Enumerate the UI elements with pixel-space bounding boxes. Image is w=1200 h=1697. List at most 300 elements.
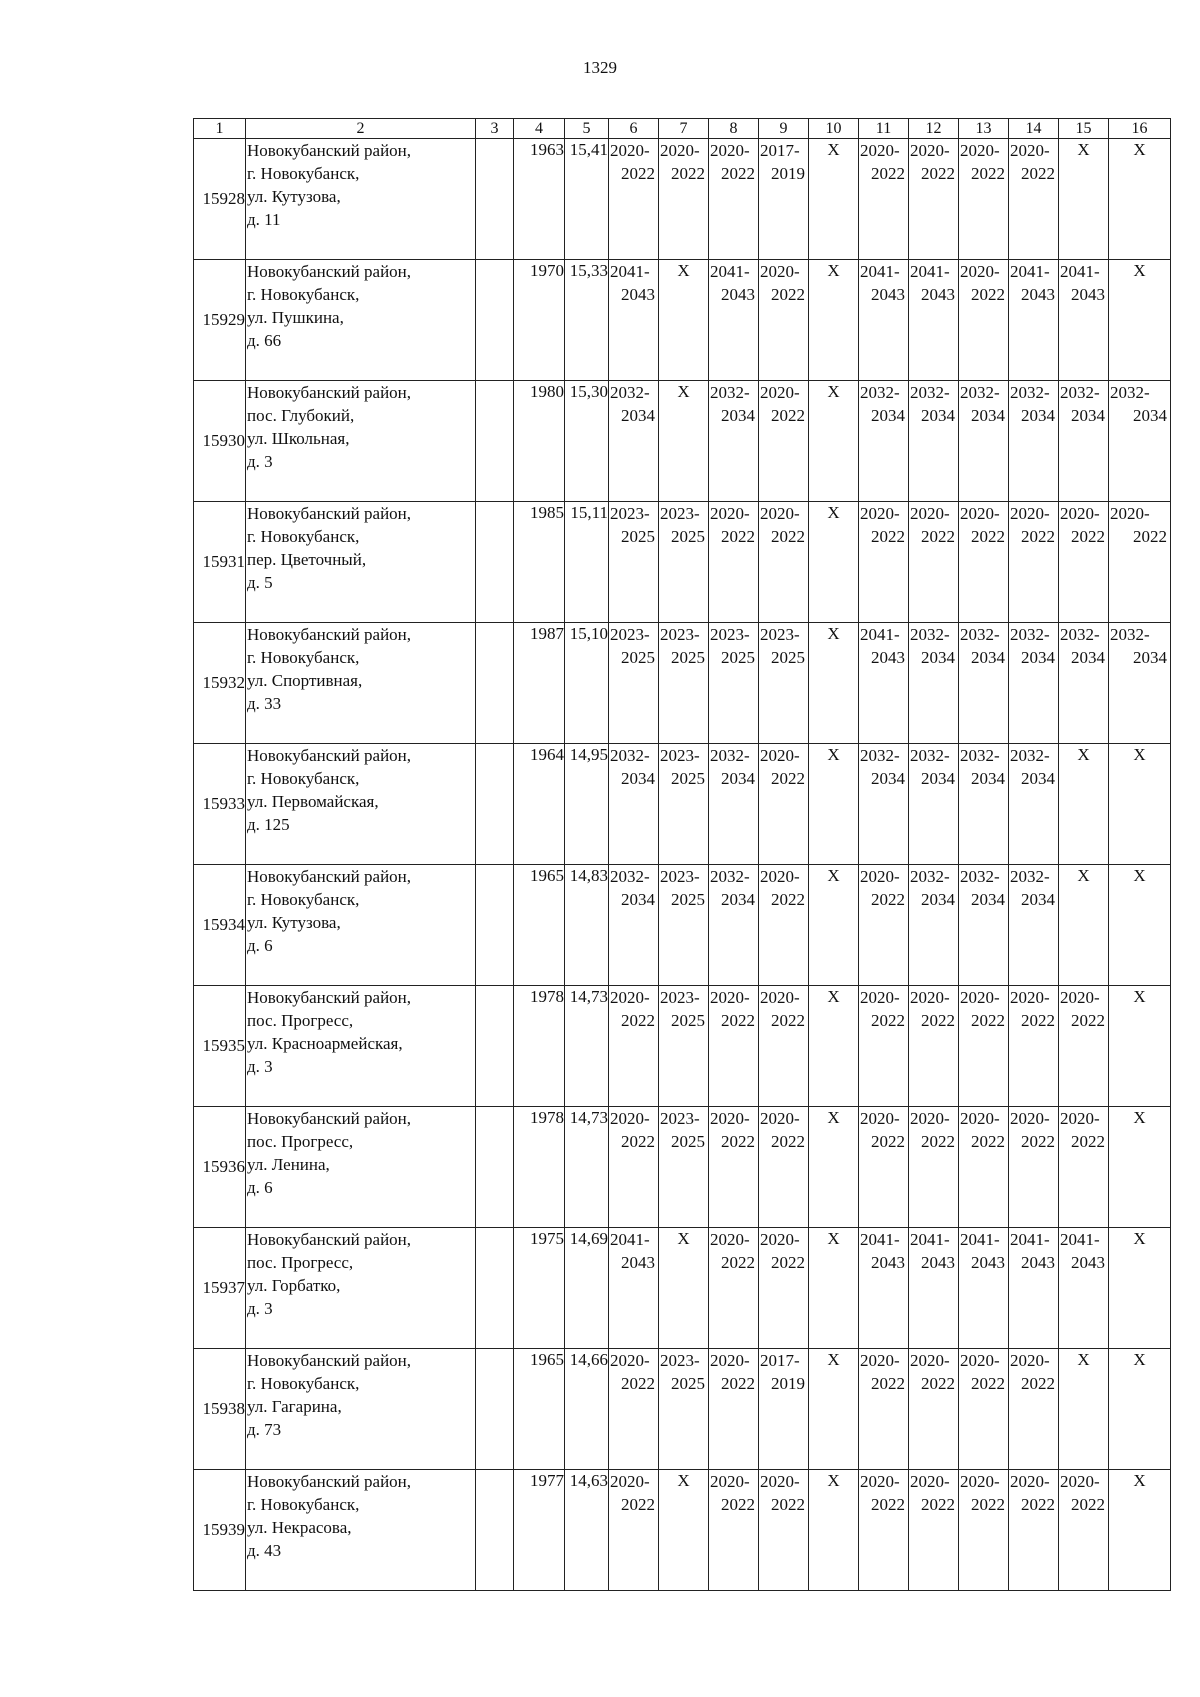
period-start: 2041- — [1060, 262, 1100, 281]
address-line: ул. Школьная, — [247, 429, 350, 448]
period-cell — [709, 865, 759, 986]
period-cell — [859, 1228, 909, 1349]
period-cell — [709, 1349, 759, 1470]
address-line: г. Новокубанск, — [247, 648, 360, 667]
address-line: ул. Красноармейская, — [247, 1034, 403, 1053]
period-start: 2020- — [910, 1351, 950, 1370]
period-start: 2023- — [760, 625, 800, 644]
period-end: 2022 — [971, 285, 1005, 304]
period-end: 2022 — [721, 1132, 755, 1151]
area-cell: 15,10 — [565, 623, 609, 744]
period-cell — [759, 139, 809, 260]
period-cell — [959, 139, 1009, 260]
not-applicable-cell: X — [1059, 865, 1109, 986]
period-cell — [659, 1107, 709, 1228]
period-cell — [909, 381, 959, 502]
period-end: 2034 — [1133, 406, 1167, 425]
column-header: 2 — [246, 119, 476, 139]
period-cell — [659, 744, 709, 865]
period-end: 2043 — [971, 1253, 1005, 1272]
period-cell — [709, 1228, 759, 1349]
period-start: 2017- — [760, 141, 800, 160]
period-end: 2025 — [721, 648, 755, 667]
address-line: г. Новокубанск, — [247, 1495, 360, 1514]
not-applicable-cell: X — [1059, 1349, 1109, 1470]
not-applicable-cell: X — [659, 1228, 709, 1349]
period-start: 2023- — [710, 625, 750, 644]
period-end: 2022 — [921, 527, 955, 546]
not-applicable-cell: X — [809, 1107, 859, 1228]
period-end: 2034 — [921, 769, 955, 788]
period-cell — [909, 744, 959, 865]
address-line: д. 125 — [247, 815, 290, 834]
address-line: д. 3 — [247, 452, 273, 471]
period-start: 2020- — [660, 141, 700, 160]
not-applicable-cell: X — [1109, 139, 1171, 260]
period-start: 2020- — [760, 1472, 800, 1491]
period-start: 2041- — [710, 262, 750, 281]
table-row — [194, 865, 1171, 986]
period-start: 2020- — [760, 988, 800, 1007]
address-line: Новокубанский район, — [247, 988, 412, 1007]
not-applicable-cell: X — [1109, 1349, 1171, 1470]
period-start: 2020- — [710, 1351, 750, 1370]
period-end: 2043 — [1021, 285, 1055, 304]
period-end: 2022 — [621, 164, 655, 183]
period-cell — [709, 1470, 759, 1591]
period-end: 2022 — [1133, 527, 1167, 546]
period-start: 2020- — [960, 988, 1000, 1007]
area-cell: 15,11 — [565, 502, 609, 623]
period-cell — [859, 260, 909, 381]
period-start: 2032- — [1110, 383, 1150, 402]
period-cell — [609, 744, 659, 865]
period-cell — [759, 1228, 809, 1349]
period-start: 2020- — [610, 1351, 650, 1370]
period-start: 2020- — [910, 988, 950, 1007]
period-start: 2020- — [1060, 1472, 1100, 1491]
period-cell — [959, 1349, 1009, 1470]
period-cell — [909, 986, 959, 1107]
address-line: д. 73 — [247, 1420, 282, 1439]
period-end: 2034 — [921, 890, 955, 909]
row-number: 15929 — [194, 260, 246, 381]
period-start: 2041- — [910, 262, 950, 281]
period-cell — [1059, 986, 1109, 1107]
period-cell — [609, 1228, 659, 1349]
period-start: 2020- — [960, 1109, 1000, 1128]
period-end: 2022 — [1071, 1011, 1105, 1030]
area-cell: 14,66 — [565, 1349, 609, 1470]
period-start: 2032- — [910, 746, 950, 765]
column-header: 6 — [609, 119, 659, 139]
build-year-cell: 1978 — [514, 986, 565, 1107]
period-start: 2023- — [660, 1351, 700, 1370]
period-end: 2022 — [771, 1011, 805, 1030]
period-start: 2020- — [710, 1109, 750, 1128]
period-cell — [859, 1470, 909, 1591]
header-row — [194, 119, 1171, 139]
period-cell — [1059, 1228, 1109, 1349]
period-end: 2022 — [871, 1374, 905, 1393]
table-row — [194, 986, 1171, 1107]
period-start: 2032- — [910, 625, 950, 644]
area-cell: 14,83 — [565, 865, 609, 986]
period-end: 2043 — [871, 1253, 905, 1272]
period-start: 2020- — [1010, 1472, 1050, 1491]
address-line: пос. Прогресс, — [247, 1011, 354, 1030]
period-cell — [659, 623, 709, 744]
period-end: 2022 — [621, 1011, 655, 1030]
address-cell — [246, 744, 476, 865]
period-start: 2020- — [760, 383, 800, 402]
period-cell — [1059, 502, 1109, 623]
period-start: 2032- — [960, 625, 1000, 644]
period-cell — [659, 865, 709, 986]
address-cell — [246, 986, 476, 1107]
period-end: 2022 — [871, 164, 905, 183]
period-end: 2034 — [971, 406, 1005, 425]
period-cell — [709, 1107, 759, 1228]
period-start: 2020- — [610, 1472, 650, 1491]
period-start: 2041- — [860, 262, 900, 281]
address-cell — [246, 1349, 476, 1470]
period-cell — [709, 502, 759, 623]
period-start: 2020- — [760, 1230, 800, 1249]
period-end: 2022 — [771, 1132, 805, 1151]
address-line: д. 6 — [247, 936, 273, 955]
period-start: 2020- — [960, 504, 1000, 523]
period-cell — [1059, 623, 1109, 744]
period-cell — [909, 260, 959, 381]
period-start: 2020- — [760, 867, 800, 886]
period-cell — [759, 1470, 809, 1591]
period-start: 2020- — [960, 262, 1000, 281]
period-cell — [609, 1349, 659, 1470]
period-end: 2022 — [921, 1132, 955, 1151]
period-start: 2032- — [860, 746, 900, 765]
period-end: 2022 — [921, 1374, 955, 1393]
period-start: 2041- — [860, 1230, 900, 1249]
period-cell — [609, 502, 659, 623]
address-line: д. 66 — [247, 331, 282, 350]
page-number: 1329 — [583, 58, 617, 77]
period-start: 2020- — [910, 504, 950, 523]
period-start: 2020- — [860, 141, 900, 160]
period-end: 2034 — [1021, 648, 1055, 667]
address-line: г. Новокубанск, — [247, 164, 360, 183]
row-number: 15934 — [194, 865, 246, 986]
not-applicable-cell: X — [1109, 260, 1171, 381]
row-number: 15935 — [194, 986, 246, 1107]
period-end: 2019 — [771, 1374, 805, 1393]
period-start: 2032- — [1010, 383, 1050, 402]
period-start: 2020- — [610, 141, 650, 160]
period-cell — [959, 381, 1009, 502]
address-line: Новокубанский район, — [247, 1109, 412, 1128]
period-cell — [759, 260, 809, 381]
period-cell — [1009, 260, 1059, 381]
build-year-cell: 1963 — [514, 139, 565, 260]
column-3-cell — [476, 744, 514, 865]
period-cell — [709, 744, 759, 865]
address-line: Новокубанский район, — [247, 625, 412, 644]
period-end: 2022 — [771, 285, 805, 304]
address-line: г. Новокубанск, — [247, 1374, 360, 1393]
column-header: 4 — [514, 119, 565, 139]
period-end: 2034 — [921, 406, 955, 425]
column-header: 7 — [659, 119, 709, 139]
period-start: 2041- — [1010, 262, 1050, 281]
period-cell — [659, 502, 709, 623]
period-cell — [759, 986, 809, 1107]
period-cell — [759, 623, 809, 744]
period-end: 2022 — [921, 1011, 955, 1030]
period-cell — [709, 623, 759, 744]
period-start: 2032- — [1010, 746, 1050, 765]
period-end: 2022 — [621, 1495, 655, 1514]
period-end: 2034 — [721, 890, 755, 909]
table-row — [194, 744, 1171, 865]
column-3-cell — [476, 1349, 514, 1470]
period-start: 2020- — [960, 1351, 1000, 1370]
row-number: 15938 — [194, 1349, 246, 1470]
address-line: д. 5 — [247, 573, 273, 592]
period-end: 2034 — [1021, 406, 1055, 425]
period-cell — [1059, 260, 1109, 381]
period-cell — [1009, 1349, 1059, 1470]
period-cell — [909, 623, 959, 744]
period-end: 2019 — [771, 164, 805, 183]
period-start: 2020- — [1010, 141, 1050, 160]
period-end: 2022 — [971, 527, 1005, 546]
table-header — [194, 119, 1171, 139]
address-line: ул. Ленина, — [247, 1155, 330, 1174]
build-year-cell: 1965 — [514, 1349, 565, 1470]
address-line: д. 6 — [247, 1178, 273, 1197]
period-end: 2022 — [971, 1374, 1005, 1393]
period-cell — [1059, 381, 1109, 502]
period-cell — [709, 139, 759, 260]
period-end: 2022 — [621, 1132, 655, 1151]
period-cell — [1059, 1107, 1109, 1228]
address-line: д. 11 — [247, 210, 281, 229]
period-start: 2041- — [1010, 1230, 1050, 1249]
column-3-cell — [476, 986, 514, 1107]
address-line: пос. Глубокий, — [247, 406, 355, 425]
period-start: 2023- — [660, 625, 700, 644]
build-year-cell: 1964 — [514, 744, 565, 865]
period-start: 2020- — [860, 1351, 900, 1370]
period-start: 2020- — [1110, 504, 1150, 523]
address-line: Новокубанский район, — [247, 1472, 412, 1491]
period-end: 2034 — [1021, 890, 1055, 909]
not-applicable-cell: X — [1109, 744, 1171, 865]
not-applicable-cell: X — [1109, 1107, 1171, 1228]
address-line: г. Новокубанск, — [247, 527, 360, 546]
column-3-cell — [476, 1470, 514, 1591]
column-header: 12 — [909, 119, 959, 139]
period-cell — [909, 1470, 959, 1591]
period-start: 2032- — [960, 746, 1000, 765]
period-cell — [659, 139, 709, 260]
address-line: ул. Гагарина, — [247, 1397, 342, 1416]
period-start: 2020- — [910, 1109, 950, 1128]
period-cell — [609, 986, 659, 1107]
period-end: 2043 — [721, 285, 755, 304]
period-end: 2022 — [721, 1253, 755, 1272]
period-end: 2034 — [621, 890, 655, 909]
address-cell — [246, 1107, 476, 1228]
period-end: 2043 — [1071, 1253, 1105, 1272]
period-start: 2041- — [860, 625, 900, 644]
column-3-cell — [476, 502, 514, 623]
period-end: 2022 — [971, 1132, 1005, 1151]
period-start: 2020- — [610, 1109, 650, 1128]
address-line: Новокубанский район, — [247, 262, 412, 281]
period-end: 2022 — [1071, 1132, 1105, 1151]
build-year-cell: 1985 — [514, 502, 565, 623]
period-cell — [959, 623, 1009, 744]
period-cell — [959, 502, 1009, 623]
period-end: 2043 — [921, 1253, 955, 1272]
period-start: 2020- — [910, 1472, 950, 1491]
period-start: 2020- — [960, 1472, 1000, 1491]
column-header: 5 — [565, 119, 609, 139]
period-end: 2022 — [771, 890, 805, 909]
period-start: 2020- — [710, 504, 750, 523]
address-line: Новокубанский район, — [247, 1351, 412, 1370]
period-start: 2020- — [760, 1109, 800, 1128]
not-applicable-cell: X — [659, 260, 709, 381]
table-row — [194, 1349, 1171, 1470]
period-start: 2020- — [1010, 504, 1050, 523]
period-cell — [759, 502, 809, 623]
column-header: 13 — [959, 119, 1009, 139]
address-line: Новокубанский район, — [247, 746, 412, 765]
period-end: 2043 — [1021, 1253, 1055, 1272]
area-cell: 15,30 — [565, 381, 609, 502]
period-cell — [859, 381, 909, 502]
period-start: 2023- — [610, 625, 650, 644]
period-start: 2023- — [610, 504, 650, 523]
build-year-cell: 1987 — [514, 623, 565, 744]
period-end: 2025 — [671, 1011, 705, 1030]
period-end: 2025 — [671, 527, 705, 546]
period-cell — [859, 744, 909, 865]
address-line: пос. Прогресс, — [247, 1253, 354, 1272]
period-cell — [1009, 502, 1059, 623]
period-start: 2032- — [1060, 625, 1100, 644]
period-start: 2020- — [1010, 988, 1050, 1007]
address-line: ул. Первомайская, — [247, 792, 379, 811]
address-line: Новокубанский район, — [247, 1230, 412, 1249]
not-applicable-cell: X — [809, 986, 859, 1107]
period-end: 2025 — [671, 890, 705, 909]
period-cell — [909, 1349, 959, 1470]
period-cell — [1009, 1228, 1059, 1349]
column-3-cell — [476, 1228, 514, 1349]
period-end: 2022 — [671, 164, 705, 183]
not-applicable-cell: X — [809, 1349, 859, 1470]
address-line: ул. Пушкина, — [247, 308, 344, 327]
column-header: 9 — [759, 119, 809, 139]
period-end: 2034 — [921, 648, 955, 667]
period-end: 2025 — [671, 1374, 705, 1393]
row-number: 15931 — [194, 502, 246, 623]
address-cell — [246, 1470, 476, 1591]
period-start: 2020- — [610, 988, 650, 1007]
table-row — [194, 1228, 1171, 1349]
period-start: 2020- — [1060, 1109, 1100, 1128]
period-end: 2022 — [871, 1132, 905, 1151]
period-start: 2032- — [1110, 625, 1150, 644]
period-cell — [859, 623, 909, 744]
period-start: 2041- — [610, 262, 650, 281]
period-cell — [859, 1349, 909, 1470]
not-applicable-cell: X — [809, 502, 859, 623]
address-cell — [246, 260, 476, 381]
period-cell — [1009, 139, 1059, 260]
not-applicable-cell: X — [659, 1470, 709, 1591]
table-row — [194, 623, 1171, 744]
period-start: 2020- — [760, 504, 800, 523]
period-start: 2020- — [1010, 1351, 1050, 1370]
address-cell — [246, 865, 476, 986]
period-start: 2041- — [1060, 1230, 1100, 1249]
period-cell — [609, 139, 659, 260]
address-line: Новокубанский район, — [247, 383, 412, 402]
period-end: 2034 — [721, 769, 755, 788]
period-end: 2022 — [721, 1495, 755, 1514]
area-cell: 14,63 — [565, 1470, 609, 1591]
address-cell — [246, 1228, 476, 1349]
period-cell — [709, 986, 759, 1107]
period-cell — [959, 744, 1009, 865]
period-end: 2022 — [871, 1495, 905, 1514]
column-3-cell — [476, 139, 514, 260]
period-cell — [609, 381, 659, 502]
not-applicable-cell: X — [659, 381, 709, 502]
period-end: 2022 — [1071, 527, 1105, 546]
period-start: 2020- — [1060, 988, 1100, 1007]
period-cell — [1009, 986, 1059, 1107]
period-start: 2023- — [660, 867, 700, 886]
period-cell — [1109, 381, 1171, 502]
area-cell: 14,73 — [565, 1107, 609, 1228]
period-cell — [909, 1107, 959, 1228]
period-end: 2022 — [971, 1011, 1005, 1030]
column-3-cell — [476, 381, 514, 502]
period-cell — [609, 260, 659, 381]
period-cell — [959, 1107, 1009, 1228]
period-end: 2034 — [971, 890, 1005, 909]
period-start: 2017- — [760, 1351, 800, 1370]
period-cell — [759, 744, 809, 865]
period-start: 2023- — [660, 988, 700, 1007]
period-start: 2032- — [1010, 867, 1050, 886]
period-cell — [859, 1107, 909, 1228]
address-line: Новокубанский район, — [247, 504, 412, 523]
period-start: 2032- — [710, 746, 750, 765]
period-cell — [959, 1470, 1009, 1591]
period-end: 2022 — [871, 890, 905, 909]
period-end: 2034 — [871, 406, 905, 425]
period-cell — [659, 986, 709, 1107]
period-end: 2025 — [671, 769, 705, 788]
period-end: 2025 — [671, 1132, 705, 1151]
period-end: 2022 — [1021, 527, 1055, 546]
